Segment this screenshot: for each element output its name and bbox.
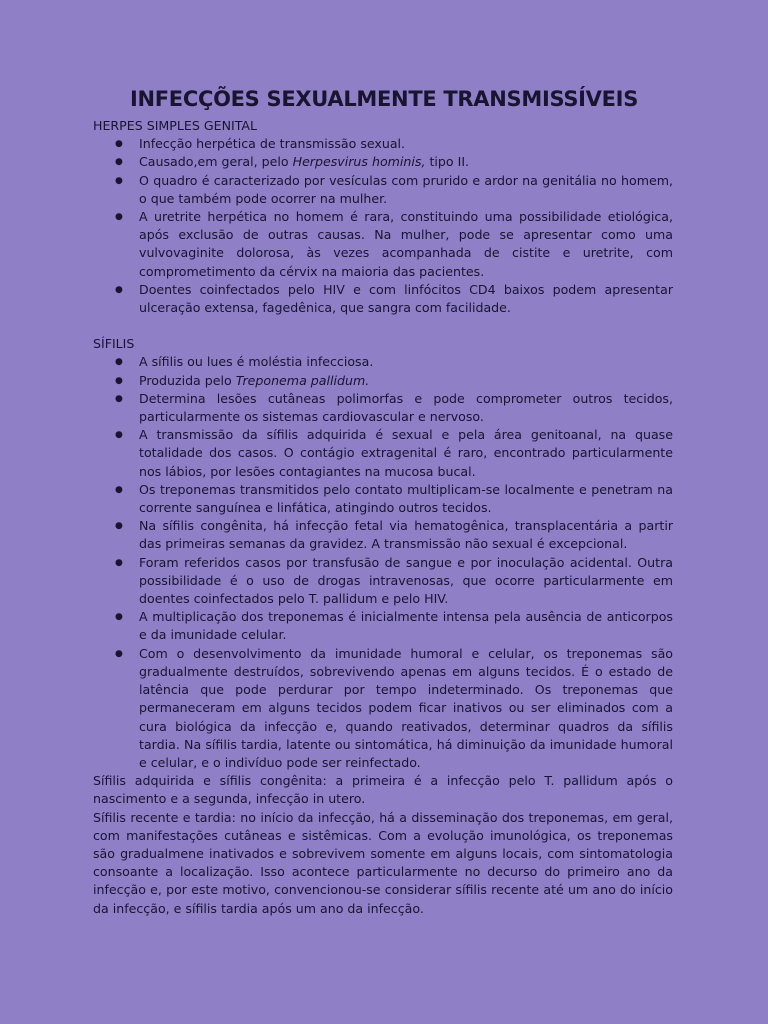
herpes-list	[93, 135, 673, 317]
list-item	[139, 372, 673, 390]
sifilis-list	[93, 353, 673, 772]
paragraph-recente-tardia: Sífilis recente e tardia: no início da infecção, há a disseminação dos treponemas, em geral, com manifestações cutâneas e sistêmicas. Com a evolução imunológica, os treponemas são gradualmene inativados e sobrevivem somente em alguns locais, com sintomatologia consoante a localização. Isso acontece particularmente no decurso do primeiro ano da infecção e, por este motivo, convencionou-se considerar sífilis recente até um ano do início da infecção, e sífilis tardia após um ano da infecção.	[93, 809, 673, 916]
list-item: ● A transmissão da sífilis adquirida é sexual e pela área genitoanal, na quase totalidade dos casos. O contágio extragenital é raro, encontrado particularmente nos lábios, por lesões contagiantes na mucosa bucal.	[139, 426, 673, 481]
section-heading-herpes: HERPES SIMPLES GENITAL	[93, 118, 258, 133]
list-item: ● A sífilis ou lues é moléstia infecciosa.	[139, 353, 673, 371]
list-item: ● Determina lesões cutâneas polimorfas e pode comprometer outros tecidos, particularmente os sistemas cardiovascular e nervoso.	[139, 390, 673, 426]
species-name: Herpesvirus hominis,	[292, 154, 426, 170]
species-name: Treponema pallidum.	[235, 372, 370, 388]
list-item: ● O quadro é caracterizado por vesículas com prurido e ardor na genitália no homem, o que também pode ocorrer na mulher.	[139, 172, 673, 208]
list-item: ● A uretrite herpética no homem é rara, constituindo uma possibilidade etiológica, após exclusão de outras causas. Na mulher, pode se apresentar como uma vulvovaginite dolorosa, às vezes acompanhada de cistite e uretrite, com comprometimento da cérvix na maioria das pacientes.	[139, 208, 673, 281]
item-text: Produzida pelo	[139, 372, 236, 388]
list-item: ● Infecção herpética de transmissão sexual.	[139, 135, 673, 153]
list-item: ● Com o desenvolvimento da imunidade humoral e celular, os treponemas são gradualmente destruídos, sobrevivendo apenas em alguns tecidos. É o estado de latência que pode perdurar por tempo indeterminado. Os treponemas que permaneceram em alguns tecidos podem ficar inativos ou ser eliminados com a cura biológica da infecção e, quando reativados, determinar quadros da sífilis tardia. Na sífilis tardia, latente ou sintomática, há diminuição da imunidade humoral e celular, e o indivíduo pode ser reinfectado.	[139, 645, 673, 772]
paragraph-adquirida-congenita: Sífilis adquirida e sífilis congênita: a primeira é a infecção pelo T. pallidum após o nascimento e a segunda, infecção in utero.	[93, 773, 673, 807]
document-body	[93, 117, 673, 918]
list-item	[139, 153, 673, 171]
list-item: ● Os treponemas transmitidos pelo contato multiplicam-se localmente e penetram na corrente sanguínea e linfática, atingindo outros tecidos.	[139, 481, 673, 517]
item-text: tipo II.	[425, 154, 470, 170]
section-heading-sifilis: SÍFILIS	[93, 336, 135, 352]
list-item: ● Foram referidos casos por transfusão de sangue e por inoculação acidental. Outra possibilidade é o uso de drogas intravenosas, que ocorre particularmente em doentes coinfectados pelo T. pallidum e pelo HIV.	[139, 554, 673, 609]
item-text: Causado,em geral, pelo	[139, 154, 293, 170]
page-title: INFECÇÕES SEXUALMENTE TRANSMISSÍVEIS	[129, 87, 639, 111]
list-item: ● Na sífilis congênita, há infecção fetal via hematogênica, transplacentária a partir das primeiras semanas da gravidez. A transmissão não sexual é excepcional.	[139, 517, 673, 553]
section-gap	[93, 317, 673, 335]
list-item: ● Doentes coinfectados pelo HIV e com linfócitos CD4 baixos podem apresentar ulceração extensa, fagedênica, que sangra com facilidade.	[139, 281, 673, 317]
list-item: ● A multiplicação dos treponemas é inicialmente intensa pela ausência de anticorpos e da imunidade celular.	[139, 608, 673, 644]
